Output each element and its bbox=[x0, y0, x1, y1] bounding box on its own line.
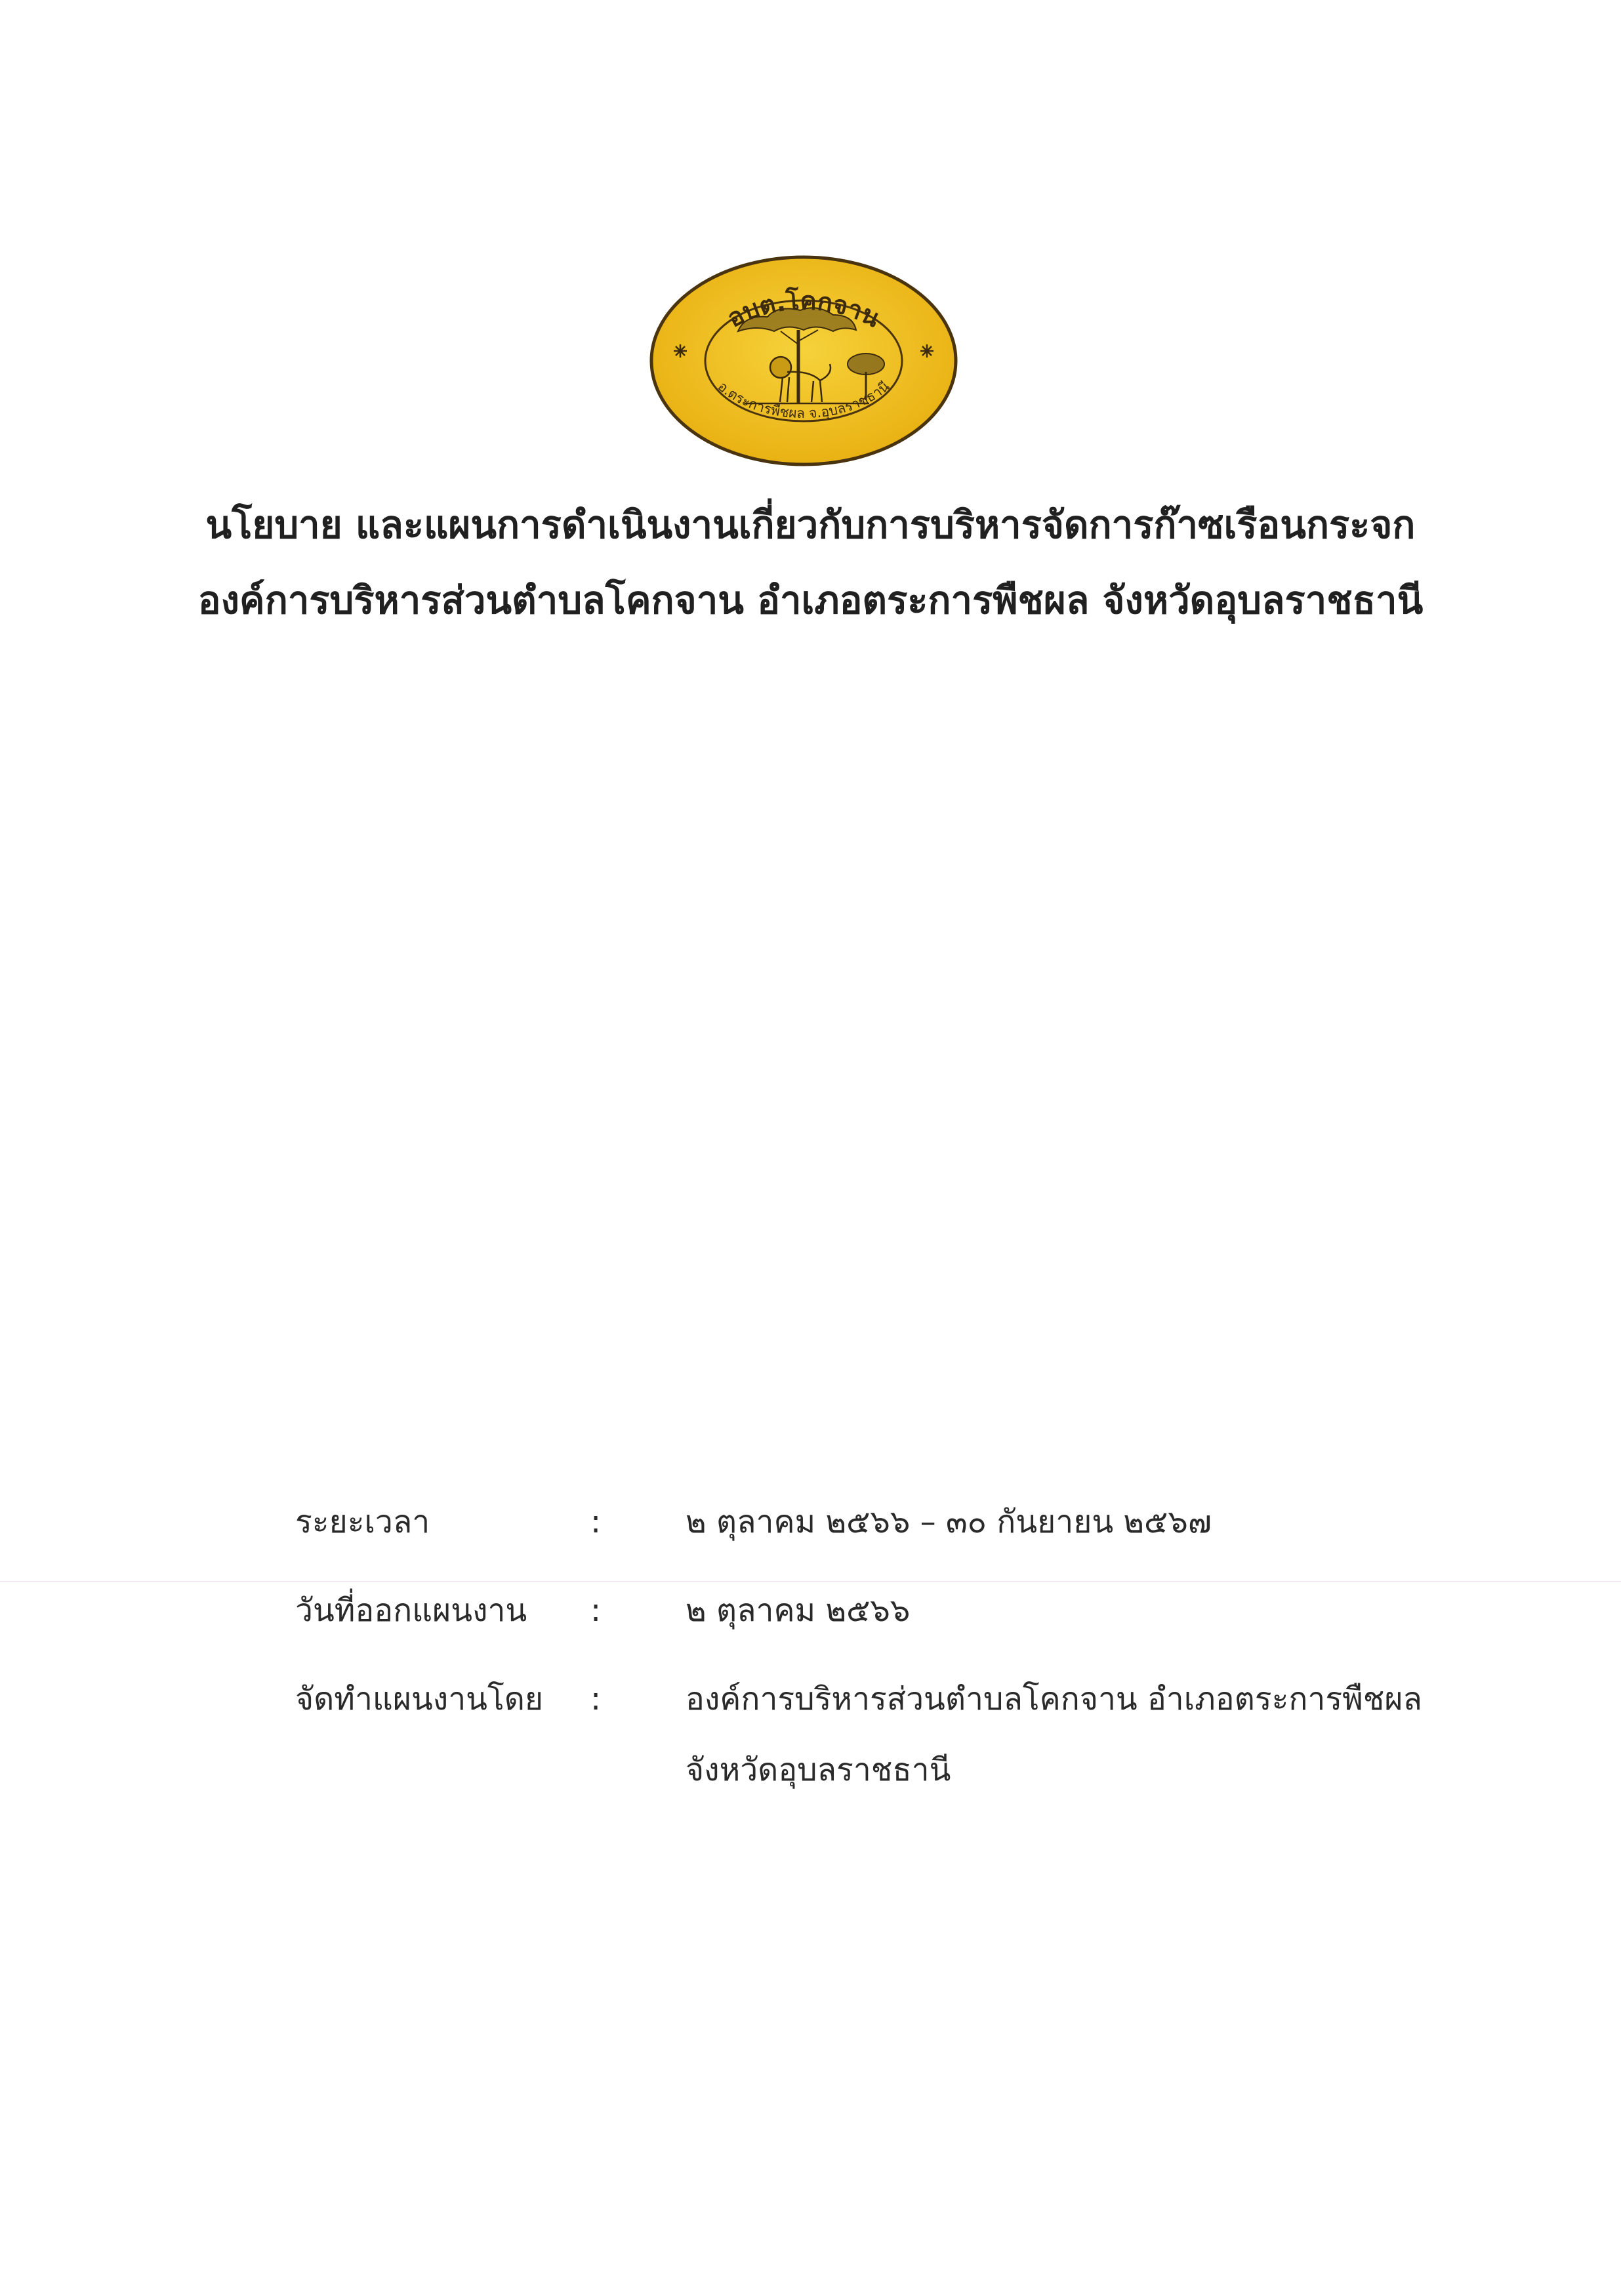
document-title-line-2: องค์การบริหารส่วนตำบลโคกจาน อำเภอตระการพืชผล จังหวัดอุบลราชธานี bbox=[197, 578, 1424, 623]
detail-value bbox=[686, 1676, 1473, 1793]
detail-value-line: ๒ ตุลาคม ๒๕๖๖ – ๓๐ กันยายน ๒๕๖๗ bbox=[686, 1504, 1212, 1540]
seal-graphic bbox=[646, 253, 961, 469]
seal-bottom-text: อ.ตระการพืชผล จ.อุบลราชธานี bbox=[714, 378, 893, 422]
detail-value-line: จังหวัดอุบลราชธานี bbox=[686, 1752, 951, 1788]
detail-label: ระยะเวลา bbox=[295, 1504, 430, 1540]
detail-colon: : bbox=[590, 1681, 602, 1717]
detail-value bbox=[686, 1588, 1473, 1633]
detail-label: จัดทำแผนงานโดย bbox=[295, 1681, 544, 1717]
detail-value-line: ๒ ตุลาคม ๒๕๖๖ bbox=[686, 1592, 911, 1629]
detail-label: วันที่ออกแผนงาน bbox=[295, 1592, 527, 1629]
detail-value bbox=[686, 1499, 1473, 1545]
organization-seal bbox=[646, 253, 961, 469]
star-ornament-left-icon bbox=[674, 344, 687, 358]
star-ornament-right-icon bbox=[920, 344, 934, 358]
scan-artifact-line bbox=[0, 1581, 1621, 1582]
detail-colon: : bbox=[590, 1592, 602, 1629]
seal-top-text: อบต.โคกจาน bbox=[722, 286, 885, 333]
detail-colon: : bbox=[590, 1504, 602, 1540]
document-title-line-1: นโยบาย และแผนการดำเนินงานเกี่ยวกับการบริหารจัดการก๊าซเรือนกระจก bbox=[205, 502, 1416, 547]
detail-value-line: องค์การบริหารส่วนตำบลโคกจาน อำเภอตระการพืชผล bbox=[686, 1681, 1422, 1717]
